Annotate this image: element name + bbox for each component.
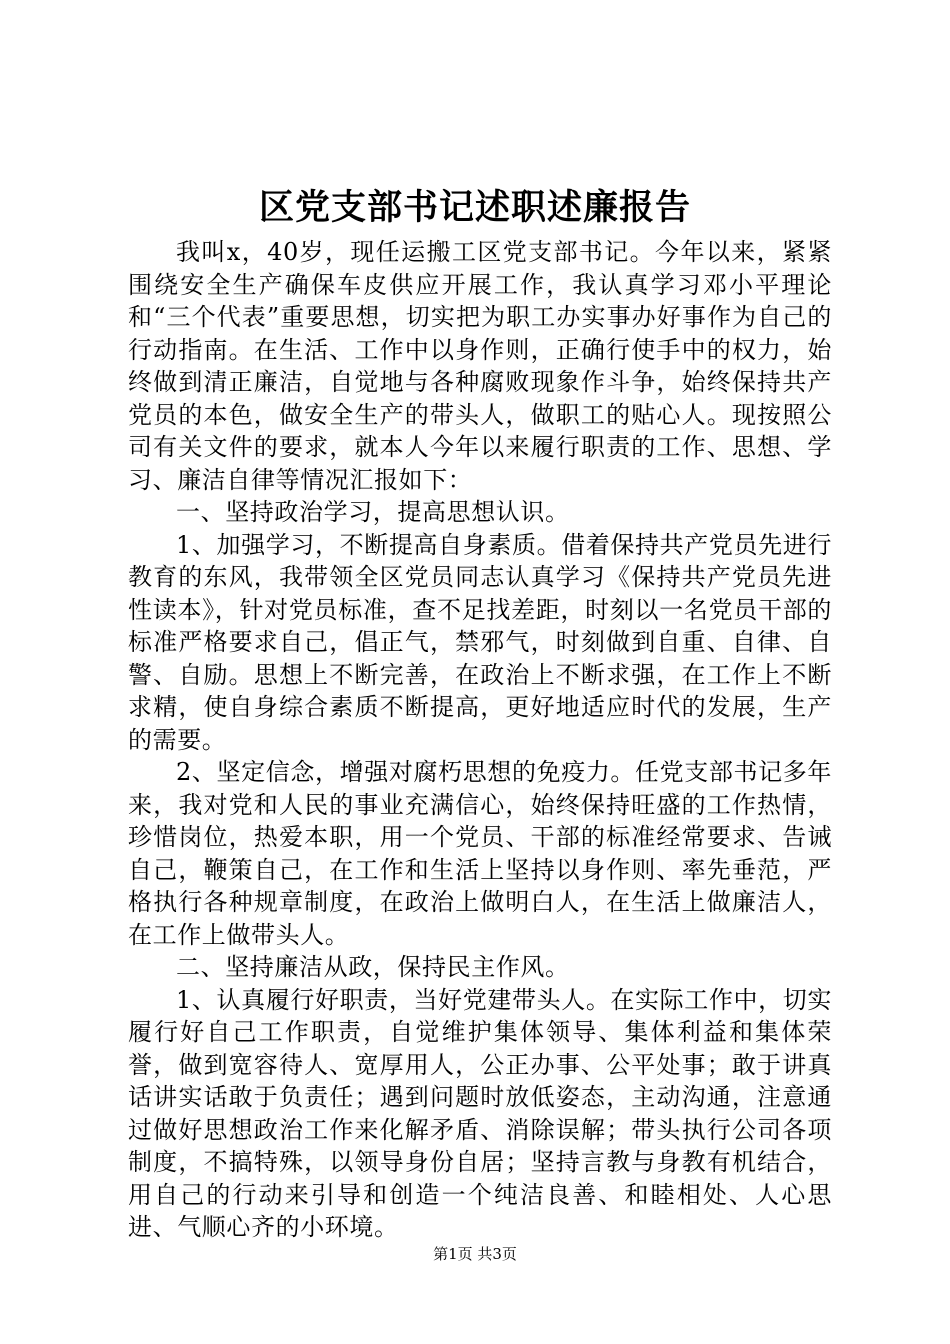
section-1-item-1: 1、加强学习，不断提高自身素质。借着保持共产党员先进行教育的东风，我带领全区党员同志认真学习《保持共产党员先进性读本》，针对党员标准，查不足找差距，时刻以一名党员干部的标准严格要求自己，倡正气，禁邪气，时刻做到自重、自律、自警、自励。思想上不断完善，在政治上不断求强，在工作上不断求精，使自身综合素质不断提高，更好地适应时代的发展，生产的需要。 xyxy=(128,530,832,754)
section-2-item-1: 1、认真履行好职责，当好党建带头人。在实际工作中，切实履行好自己工作职责，自觉维护集体领导、集体利益和集体荣誉，做到宽容待人、宽厚用人，公正办事、公平处事；敢于讲真话讲实话敢于负责任；遇到问题时放低姿态，主动沟通，注意通过做好思想政治工作来化解矛盾、消除误解；带头执行公司各项制度，不搞特殊，以领导身份自居；坚持言教与身教有机结合，用自己的行动来引导和创造一个纯洁良善、和睦相处、人心思进、气顺心齐的小环境。 xyxy=(128,985,832,1241)
section-heading-1: 一、坚持政治学习，提高思想认识。 xyxy=(176,498,570,526)
document-body xyxy=(128,236,832,1244)
section-heading-2: 二、坚持廉洁从政，保持民主作风。 xyxy=(176,953,570,981)
intro-paragraph: 我叫x，40岁，现任运搬工区党支部书记。今年以来，紧紧围绕安全生产确保车皮供应开展工作，我认真学习邓小平理论和“三个代表”重要思想，切实把为职工办实事办好事作为自己的行动指南。在生活、工作中以身作则，正确行使手中的权力，始终做到清正廉洁，自觉地与各种腐败现象作斗争，始终保持共产党员的本色，做安全生产的带头人，做职工的贴心人。现按照公司有关文件的要求，就本人今年以来履行职责的工作、思想、学习、廉洁自律等情况汇报如下： xyxy=(128,238,832,494)
document-title: 区党支部书记述职述廉报告 xyxy=(258,187,691,228)
section-1-item-2: 2、坚定信念，增强对腐朽思想的免疫力。任党支部书记多年来，我对党和人民的事业充满信心，始终保持旺盛的工作热情，珍惜岗位，热爱本职，用一个党员、干部的标准经常要求、告诫自己，鞭策自己，在工作和生活上坚持以身作则、率先垂范，严格执行各种规章制度，在政治上做明白人，在生活上做廉洁人，在工作上做带头人。 xyxy=(128,758,832,949)
page-number-footer: 第1页 共3页 xyxy=(433,1245,517,1263)
